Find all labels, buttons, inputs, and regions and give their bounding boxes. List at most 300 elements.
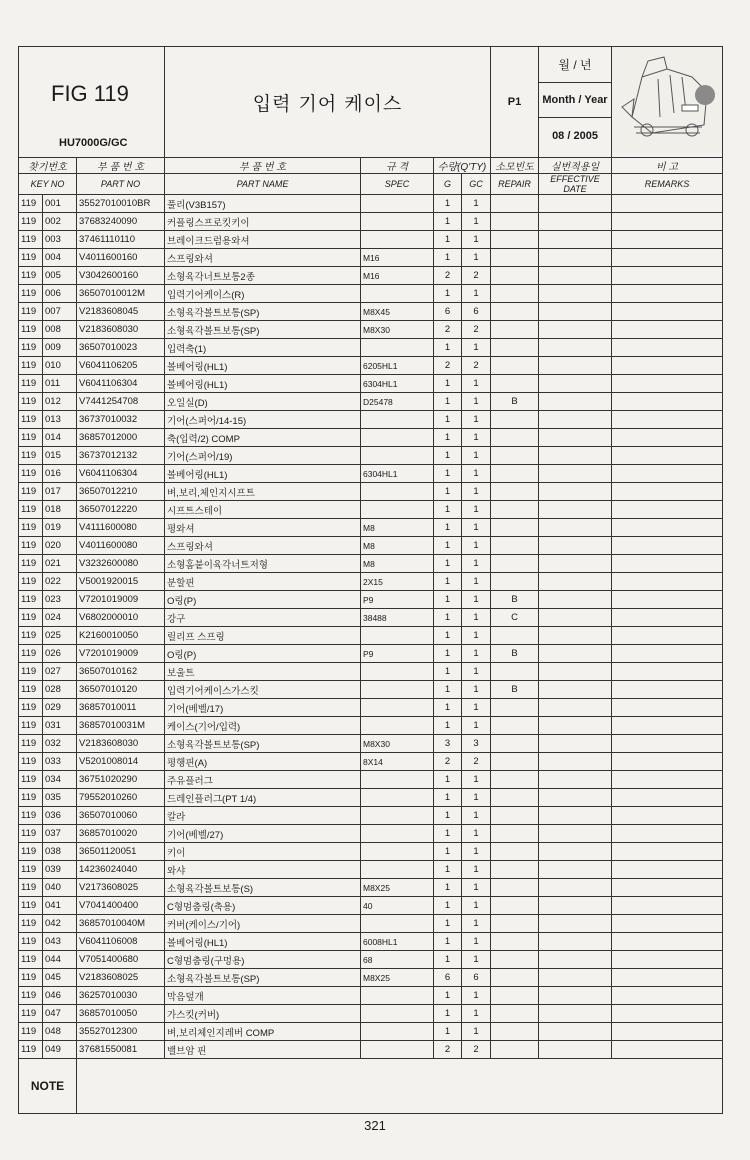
table-row (19, 825, 723, 843)
row-key: 026 (43, 645, 77, 663)
row-repair (491, 771, 539, 789)
row-qty-g: 1 (434, 681, 462, 699)
row-effective (539, 717, 612, 735)
row-remarks (612, 627, 723, 645)
row-part-no: 36857010050 (77, 1005, 165, 1023)
row-remarks (612, 1023, 723, 1041)
col-remarks-en: REMARKS (612, 174, 723, 195)
parts-sheet (18, 46, 722, 1114)
row-part-name: 분할핀 (165, 573, 361, 591)
col-part-name-ko: 부 품 번 호 (165, 158, 361, 174)
row-part-name: 볼베어링(HL1) (165, 375, 361, 393)
row-key: 006 (43, 285, 77, 303)
row-qty-g: 1 (434, 825, 462, 843)
row-qty-gc: 1 (462, 411, 491, 429)
row-key: 010 (43, 357, 77, 375)
row-part-name: 입력기어케이스(R) (165, 285, 361, 303)
table-row (19, 429, 723, 447)
row-qty-gc: 1 (462, 807, 491, 825)
date-cell (539, 47, 612, 158)
row-qty-gc: 1 (462, 897, 491, 915)
row-repair (491, 879, 539, 897)
row-qty-g: 1 (434, 915, 462, 933)
row-spec (361, 231, 434, 249)
row-qty-g: 1 (434, 447, 462, 465)
table-row (19, 303, 723, 321)
table-row (19, 1041, 723, 1059)
row-remarks (612, 807, 723, 825)
row-key: 012 (43, 393, 77, 411)
row-repair (491, 807, 539, 825)
row-part-no: 79552010260 (77, 789, 165, 807)
row-key: 031 (43, 717, 77, 735)
page-code: P1 (491, 47, 539, 158)
combine-harvester-icon (612, 47, 723, 153)
row-part-name: 기어(스퍼어/14-15) (165, 411, 361, 429)
row-repair (491, 267, 539, 285)
row-fig: 119 (19, 789, 43, 807)
row-effective (539, 645, 612, 663)
row-remarks (612, 861, 723, 879)
row-qty-gc: 1 (462, 1005, 491, 1023)
row-part-no: V6041106304 (77, 465, 165, 483)
row-qty-gc: 1 (462, 213, 491, 231)
row-part-name: 스프링와셔 (165, 249, 361, 267)
row-remarks (612, 609, 723, 627)
row-repair (491, 861, 539, 879)
row-qty-gc: 1 (462, 501, 491, 519)
row-repair (491, 357, 539, 375)
row-qty-gc: 1 (462, 951, 491, 969)
row-fig: 119 (19, 987, 43, 1005)
table-row (19, 681, 723, 699)
row-spec (361, 195, 434, 213)
row-part-name: 기어(베벨/27) (165, 825, 361, 843)
table-row (19, 879, 723, 897)
row-fig: 119 (19, 501, 43, 519)
row-part-name: 볼베어링(HL1) (165, 933, 361, 951)
row-qty-g: 1 (434, 429, 462, 447)
table-row (19, 411, 723, 429)
row-qty-gc: 1 (462, 789, 491, 807)
row-repair (491, 717, 539, 735)
row-spec (361, 627, 434, 645)
row-effective (539, 663, 612, 681)
row-repair (491, 753, 539, 771)
table-row (19, 663, 723, 681)
row-key: 036 (43, 807, 77, 825)
row-remarks (612, 483, 723, 501)
row-fig: 119 (19, 753, 43, 771)
row-qty-g: 1 (434, 195, 462, 213)
row-repair (491, 483, 539, 501)
row-qty-gc: 1 (462, 195, 491, 213)
row-remarks (612, 357, 723, 375)
row-qty-g: 1 (434, 339, 462, 357)
table-row (19, 249, 723, 267)
row-key: 021 (43, 555, 77, 573)
row-fig: 119 (19, 897, 43, 915)
table-row (19, 897, 723, 915)
table-row (19, 807, 723, 825)
row-fig: 119 (19, 429, 43, 447)
row-part-name: 소형육각볼트보통(SP) (165, 321, 361, 339)
row-repair (491, 465, 539, 483)
row-part-no: 36857010011 (77, 699, 165, 717)
row-key: 017 (43, 483, 77, 501)
row-part-no: 36507010120 (77, 681, 165, 699)
row-qty-g: 1 (434, 393, 462, 411)
row-repair (491, 321, 539, 339)
row-part-name: 강구 (165, 609, 361, 627)
row-remarks (612, 879, 723, 897)
row-remarks (612, 375, 723, 393)
row-spec: 8X14 (361, 753, 434, 771)
row-part-name: 소형홈붙이육각너트저형 (165, 555, 361, 573)
row-repair (491, 501, 539, 519)
row-remarks (612, 231, 723, 249)
machine-thumbnail (612, 47, 723, 158)
row-spec: M8 (361, 537, 434, 555)
row-qty-gc: 6 (462, 969, 491, 987)
table-row (19, 987, 723, 1005)
row-fig: 119 (19, 537, 43, 555)
row-remarks (612, 447, 723, 465)
row-remarks (612, 681, 723, 699)
row-effective (539, 321, 612, 339)
row-part-name: 소형육각너트보통2종 (165, 267, 361, 285)
row-qty-gc: 1 (462, 915, 491, 933)
row-part-no: V4111600080 (77, 519, 165, 537)
row-qty-g: 1 (434, 591, 462, 609)
sheet-title: 입력 기어 케이스 (165, 47, 491, 158)
row-fig: 119 (19, 969, 43, 987)
row-fig: 119 (19, 879, 43, 897)
row-qty-g: 1 (434, 375, 462, 393)
row-spec (361, 861, 434, 879)
table-row (19, 627, 723, 645)
row-fig: 119 (19, 519, 43, 537)
row-repair: B (491, 393, 539, 411)
row-effective (539, 1041, 612, 1059)
row-qty-g: 1 (434, 771, 462, 789)
table-row (19, 393, 723, 411)
row-part-no: 36507010012M (77, 285, 165, 303)
row-key: 013 (43, 411, 77, 429)
row-fig: 119 (19, 609, 43, 627)
row-remarks (612, 249, 723, 267)
row-part-no: V2183608030 (77, 321, 165, 339)
row-remarks (612, 735, 723, 753)
date-label-ko: 월 / 년 (539, 47, 611, 83)
row-spec (361, 483, 434, 501)
row-effective (539, 573, 612, 591)
row-fig: 119 (19, 321, 43, 339)
row-spec (361, 339, 434, 357)
row-qty-gc: 1 (462, 465, 491, 483)
row-spec: 68 (361, 951, 434, 969)
col-key-en: KEY NO (19, 174, 77, 195)
row-qty-gc: 1 (462, 519, 491, 537)
row-key: 009 (43, 339, 77, 357)
col-qty-g: G (434, 174, 462, 195)
row-repair (491, 1023, 539, 1041)
row-fig: 119 (19, 483, 43, 501)
table-row (19, 771, 723, 789)
row-fig: 119 (19, 231, 43, 249)
row-spec: M16 (361, 249, 434, 267)
row-qty-gc: 2 (462, 357, 491, 375)
table-row (19, 843, 723, 861)
row-qty-gc: 6 (462, 303, 491, 321)
table-row (19, 951, 723, 969)
row-repair (491, 375, 539, 393)
row-fig: 119 (19, 843, 43, 861)
row-fig: 119 (19, 213, 43, 231)
row-part-no: 14236024040 (77, 861, 165, 879)
row-repair (491, 537, 539, 555)
page-number: 321 (364, 1118, 386, 1133)
row-effective (539, 681, 612, 699)
row-remarks (612, 267, 723, 285)
row-qty-g: 1 (434, 843, 462, 861)
note-body (77, 1059, 723, 1114)
table-row (19, 969, 723, 987)
row-qty-g: 1 (434, 897, 462, 915)
col-spec-ko: 규 격 (361, 158, 434, 174)
row-qty-gc: 1 (462, 987, 491, 1005)
row-fig: 119 (19, 357, 43, 375)
table-row (19, 1023, 723, 1041)
row-remarks (612, 303, 723, 321)
row-effective (539, 285, 612, 303)
row-remarks (612, 771, 723, 789)
row-spec (361, 915, 434, 933)
row-qty-g: 1 (434, 933, 462, 951)
row-qty-g: 1 (434, 465, 462, 483)
row-effective (539, 501, 612, 519)
row-part-name: 풀리(V3B157) (165, 195, 361, 213)
row-effective (539, 987, 612, 1005)
col-part-no-en: PART NO (77, 174, 165, 195)
row-key: 044 (43, 951, 77, 969)
row-spec (361, 681, 434, 699)
row-part-no: 36737012132 (77, 447, 165, 465)
row-qty-g: 1 (434, 663, 462, 681)
row-qty-g: 1 (434, 519, 462, 537)
row-qty-g: 2 (434, 321, 462, 339)
row-spec (361, 699, 434, 717)
row-key: 035 (43, 789, 77, 807)
row-part-name: 케이스(기어/입력) (165, 717, 361, 735)
row-qty-g: 2 (434, 357, 462, 375)
table-row (19, 321, 723, 339)
row-remarks (612, 195, 723, 213)
row-spec (361, 447, 434, 465)
row-qty-g: 1 (434, 609, 462, 627)
row-effective (539, 699, 612, 717)
row-fig: 119 (19, 267, 43, 285)
row-remarks (612, 969, 723, 987)
row-effective (539, 195, 612, 213)
row-repair (491, 411, 539, 429)
row-part-no: 36257010030 (77, 987, 165, 1005)
row-effective (539, 915, 612, 933)
row-fig: 119 (19, 465, 43, 483)
row-part-name: 기어(베벨/17) (165, 699, 361, 717)
row-part-name: C형멈춤링(축용) (165, 897, 361, 915)
row-qty-g: 1 (434, 555, 462, 573)
row-spec: M8 (361, 555, 434, 573)
row-part-no: 36501120051 (77, 843, 165, 861)
row-repair (491, 915, 539, 933)
row-key: 040 (43, 879, 77, 897)
table-row (19, 519, 723, 537)
row-part-name: 볼베어링(HL1) (165, 357, 361, 375)
table-row (19, 573, 723, 591)
row-qty-gc: 1 (462, 249, 491, 267)
row-spec (361, 213, 434, 231)
row-effective (539, 861, 612, 879)
row-fig: 119 (19, 717, 43, 735)
row-qty-gc: 1 (462, 771, 491, 789)
row-key: 001 (43, 195, 77, 213)
row-part-name: 릴리프 스프링 (165, 627, 361, 645)
table-row (19, 555, 723, 573)
row-key: 042 (43, 915, 77, 933)
row-repair: B (491, 591, 539, 609)
row-qty-gc: 1 (462, 879, 491, 897)
row-qty-g: 1 (434, 789, 462, 807)
table-row (19, 717, 723, 735)
row-effective (539, 807, 612, 825)
row-spec: 6205HL1 (361, 357, 434, 375)
row-repair (491, 663, 539, 681)
row-key: 018 (43, 501, 77, 519)
row-key: 007 (43, 303, 77, 321)
row-repair (491, 987, 539, 1005)
row-effective (539, 249, 612, 267)
row-effective (539, 393, 612, 411)
row-key: 045 (43, 969, 77, 987)
row-part-no: 36507010023 (77, 339, 165, 357)
row-key: 016 (43, 465, 77, 483)
row-effective (539, 555, 612, 573)
table-row (19, 267, 723, 285)
row-key: 015 (43, 447, 77, 465)
row-qty-g: 1 (434, 213, 462, 231)
row-key: 008 (43, 321, 77, 339)
row-effective (539, 303, 612, 321)
row-remarks (612, 573, 723, 591)
col-qty-ko: 수량(Q'TY) (434, 158, 491, 174)
row-repair (491, 933, 539, 951)
row-part-name: 주유플러그 (165, 771, 361, 789)
row-part-name: C형멈춤링(구멍용) (165, 951, 361, 969)
row-part-no: V2173608025 (77, 879, 165, 897)
row-repair (491, 789, 539, 807)
row-key: 004 (43, 249, 77, 267)
row-key: 039 (43, 861, 77, 879)
row-key: 049 (43, 1041, 77, 1059)
date-label-en: Month / Year (539, 83, 611, 119)
row-qty-g: 1 (434, 1005, 462, 1023)
row-remarks (612, 915, 723, 933)
row-key: 027 (43, 663, 77, 681)
row-fig: 119 (19, 1005, 43, 1023)
row-part-no: 36507012210 (77, 483, 165, 501)
row-qty-g: 1 (434, 285, 462, 303)
row-qty-gc: 1 (462, 285, 491, 303)
row-qty-g: 2 (434, 753, 462, 771)
row-part-name: O링(P) (165, 591, 361, 609)
row-spec (361, 663, 434, 681)
row-remarks (612, 897, 723, 915)
row-qty-gc: 1 (462, 933, 491, 951)
row-part-no: 36507012220 (77, 501, 165, 519)
row-repair (491, 699, 539, 717)
row-remarks (612, 429, 723, 447)
parts-table (18, 194, 723, 1059)
table-row (19, 591, 723, 609)
table-row (19, 447, 723, 465)
row-effective (539, 339, 612, 357)
row-part-no: V7201019009 (77, 591, 165, 609)
row-part-name: 보울트 (165, 663, 361, 681)
row-part-name: 평행핀(A) (165, 753, 361, 771)
row-qty-g: 3 (434, 735, 462, 753)
row-repair (491, 429, 539, 447)
col-eff-ko: 실번적용일 (539, 158, 612, 174)
row-spec (361, 825, 434, 843)
row-spec: D25478 (361, 393, 434, 411)
row-effective (539, 609, 612, 627)
row-qty-g: 1 (434, 249, 462, 267)
row-qty-g: 1 (434, 879, 462, 897)
table-row (19, 285, 723, 303)
row-spec (361, 771, 434, 789)
row-qty-gc: 1 (462, 645, 491, 663)
row-qty-g: 1 (434, 483, 462, 501)
row-effective (539, 735, 612, 753)
note-label: NOTE (19, 1059, 77, 1114)
row-part-no: V6802000010 (77, 609, 165, 627)
table-row (19, 915, 723, 933)
column-header (18, 157, 723, 195)
row-key: 048 (43, 1023, 77, 1041)
row-part-name: 키이 (165, 843, 361, 861)
row-remarks (612, 987, 723, 1005)
row-qty-gc: 2 (462, 1041, 491, 1059)
col-repair-ko: 소모빈도 (491, 158, 539, 174)
col-qty-gc: GC (462, 174, 491, 195)
row-spec: M16 (361, 267, 434, 285)
row-fig: 119 (19, 663, 43, 681)
row-qty-g: 1 (434, 1023, 462, 1041)
row-effective (539, 519, 612, 537)
row-effective (539, 591, 612, 609)
row-part-no: 36857012000 (77, 429, 165, 447)
row-qty-gc: 1 (462, 627, 491, 645)
table-row (19, 609, 723, 627)
row-fig: 119 (19, 573, 43, 591)
row-fig: 119 (19, 1041, 43, 1059)
row-key: 005 (43, 267, 77, 285)
row-effective (539, 411, 612, 429)
row-effective (539, 429, 612, 447)
row-effective (539, 969, 612, 987)
row-spec (361, 1005, 434, 1023)
